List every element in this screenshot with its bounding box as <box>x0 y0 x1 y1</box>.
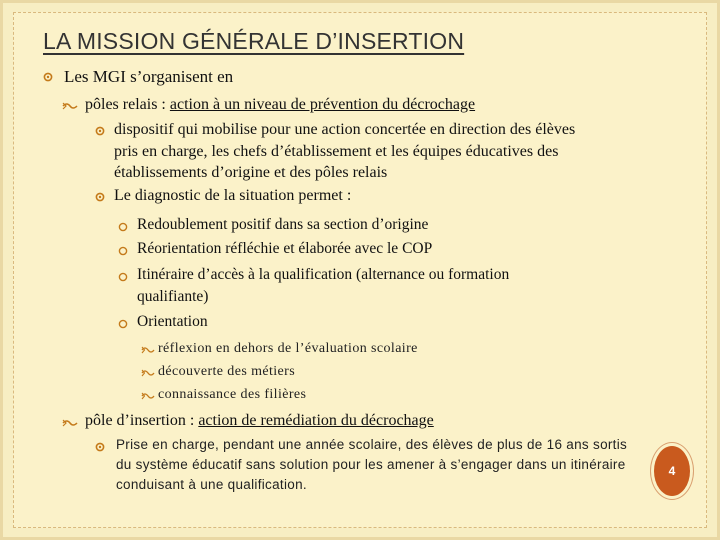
dispositif-line-1: dispositif qui mobilise pour une action concertée en direction des élèves <box>114 121 576 138</box>
poles-relais-action: action à un niveau de prévention du décrochage <box>169 96 476 113</box>
bullet-hollow-circle-icon <box>118 222 128 232</box>
option-itineraire: Itinéraire d’accès à la qualification (alternance ou formation <box>137 266 510 283</box>
slide-title: LA MISSION GÉNÉRALE D’INSERTION <box>43 28 465 54</box>
bullet-circle-icon <box>95 192 105 202</box>
bullet-arrow-icon <box>62 101 78 111</box>
poles-relais-label: pôles relais : <box>85 96 166 113</box>
option-redoublement: Redoublement positif dans sa section d’origine <box>137 216 429 233</box>
bullet-arrow-icon <box>141 368 155 378</box>
bullet-circle-icon <box>43 72 53 82</box>
pole-insertion-label: pôle d’insertion : <box>85 412 195 429</box>
orientation-item-reflexion: réflexion en dehors de l’évaluation scolaire <box>158 341 418 356</box>
diagnostic-text: Le diagnostic de la situation permet : <box>114 187 352 204</box>
bullet-hollow-circle-icon <box>118 272 128 282</box>
orientation-item-filieres: connaissance des filières <box>158 387 307 402</box>
dispositif-line-3: établissements d’origine et des pôles relais <box>114 164 388 181</box>
insertion-desc-line-3: conduisant à une qualification. <box>116 477 307 492</box>
insertion-desc-line-1: Prise en charge, pendant une année scolaire, des élèves de plus de 16 ans sortis <box>116 437 628 452</box>
dispositif-line-2: pris en charge, les chefs d’établissement et les équipes éducatives des <box>114 143 559 160</box>
page-number-badge: 4 <box>654 446 690 496</box>
bullet-arrow-icon <box>62 418 78 428</box>
intro-text: Les MGI s’organisent en <box>64 67 234 86</box>
option-orientation: Orientation <box>137 313 208 330</box>
option-reorientation: Réorientation réfléchie et élaborée avec le COP <box>137 240 433 257</box>
bullet-arrow-icon <box>141 345 155 355</box>
insertion-desc-line-2: du système éducatif sans solution pour les amener à s’engager dans un itinéraire <box>116 457 626 472</box>
bullet-circle-icon <box>95 126 105 136</box>
option-itineraire-cont: qualifiante) <box>137 288 209 305</box>
bullet-arrow-icon <box>141 391 155 401</box>
bullet-hollow-circle-icon <box>118 319 128 329</box>
bullet-circle-icon <box>95 442 105 452</box>
orientation-item-metiers: découverte des métiers <box>158 364 296 379</box>
bullet-hollow-circle-icon <box>118 246 128 256</box>
poles-relais-heading <box>85 96 475 114</box>
pole-insertion-heading <box>85 412 434 430</box>
pole-insertion-action: action de remédiation du décrochage <box>198 412 434 429</box>
